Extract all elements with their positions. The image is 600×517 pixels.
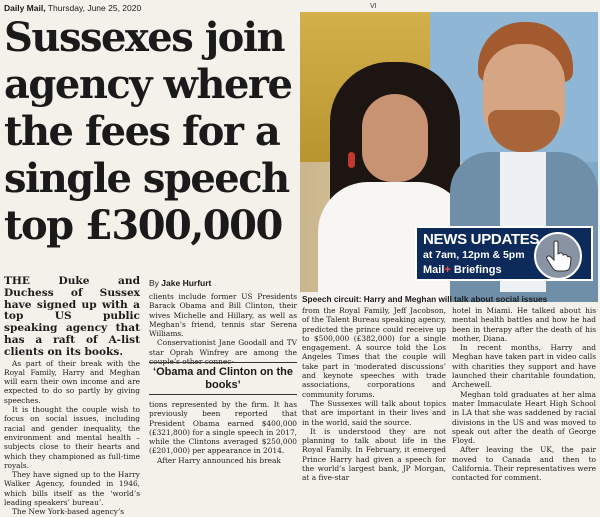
article-paragraph: Conservationist Jane Goodall and TV star Oprah Winfrey are among the couple’s other connec- [149, 338, 297, 367]
article-paragraph: The New York-based agency’s [12, 507, 125, 517]
promo-brand-tail: Briefings [450, 264, 502, 276]
photo-caption: Speech circuit: Harry and Meghan will talk about social issues [302, 294, 548, 304]
tap-button[interactable] [534, 232, 582, 280]
earring [348, 152, 355, 168]
pointing-hand-icon [543, 240, 573, 272]
headline-line: top £300,000 [4, 202, 282, 249]
article-paragraph: hotel in Miami. He talked about his mental health battles and how he had been in therapy after the death of his mother, Diana. [452, 306, 596, 343]
publication-name: Daily Mail, [4, 3, 46, 13]
byline-prefix: By [149, 278, 159, 288]
meghan-face [362, 94, 428, 182]
promo-title: NEWS UPDATES [423, 231, 540, 248]
headline-line: single speech [4, 155, 289, 202]
article-paragraph: After Harry announced his break [157, 455, 281, 465]
promo-brand-name: Mail [423, 264, 445, 276]
article-paragraph: After leaving the UK, the pair moved to Canada and then to California. Their representatives were contacted for comment. [452, 445, 596, 483]
promo-brand [423, 264, 502, 276]
article-paragraph: tions represented by the firm. It has previously been reported that President Obama earned $400,000 (£321,800) for a single speech in 2017, while the Clintons averaged $250,000 (£201,000) per appearance in 2014. [149, 400, 297, 456]
masthead [4, 3, 141, 13]
article-paragraph: from the Royal Family, Jeff Jacobson, of the Talent Bureau speaking agency, predicted the prince could receive up to $500,000 (£382,000) for a single engagement. A source told the Los Angeles Times that the couple will take part in ‘moderated discussions’ and keynote speeches with trade associations, corporations and community forums. [302, 306, 446, 399]
article-column-4 [452, 306, 596, 483]
headline-line: the fees for a [4, 108, 280, 155]
byline-author: Jake Hurfurt [161, 278, 212, 288]
article-column-2 [149, 292, 297, 366]
issue-date: Thursday, June 25, 2020 [47, 3, 142, 13]
page-marker: VI [370, 3, 377, 10]
article-paragraph: The Sussexes will talk about topics that are important in their lives and in the world, said the source. [302, 398, 446, 427]
pull-quote: ‘Obama and Clinton on the books’ [149, 362, 297, 395]
lead-paragraph: THE Duke and Duchess of Sussex have signed up with a top US public speaking agency that has a raft of A-list clients on its books. [4, 275, 140, 358]
article-paragraph: It is thought the couple wish to focus on social issues, including racial and gender inequality, the environment and mental health – subjects close to their hearts and which they championed as full-time royals. [4, 405, 140, 470]
byline [149, 278, 211, 288]
promo-brand-plus: + [444, 264, 451, 276]
headline-line: agency where [4, 61, 292, 108]
article-paragraph: In recent months, Harry and Meghan have taken part in video calls with charities they support and have launched their charitable foundation, Archewell. [452, 343, 596, 390]
article-paragraph: As part of their break with the Royal Family, Harry and Meghan will earn their own income and are expected to do so partly by giving speeches. [4, 358, 140, 405]
article-column-3 [302, 306, 446, 483]
article-paragraph: clients include former US Presidents Barack Obama and Bill Clinton, their wives Michelle and Hillary, as well as Meghan’s friend, tennis star Serena Williams. [149, 292, 297, 339]
headline-line: Sussexes join [4, 14, 285, 61]
article-paragraph: Meghan told graduates at her alma mater Immaculate Heart High School in LA that she was saddened by racial divisions in the US and was moved to speak out after the death of George Floyd. [452, 389, 596, 446]
article-column-2-continued [149, 400, 297, 465]
article-column-1 [4, 276, 140, 517]
article-paragraph: They have signed up to the Harry Walker Agency, founded in 1946, which bills itself as the ‘world’s leading speakers’ bureau’. [4, 470, 140, 508]
headline [4, 14, 294, 249]
promo-times: at 7am, 12pm & 5pm [423, 249, 525, 261]
article-paragraph: It is understood they are not planning to talk about life in the Royal Family. In February, it emerged Prince Harry had given a speech for the world’s largest bank, JP Morgan, at a five-star [302, 426, 446, 483]
